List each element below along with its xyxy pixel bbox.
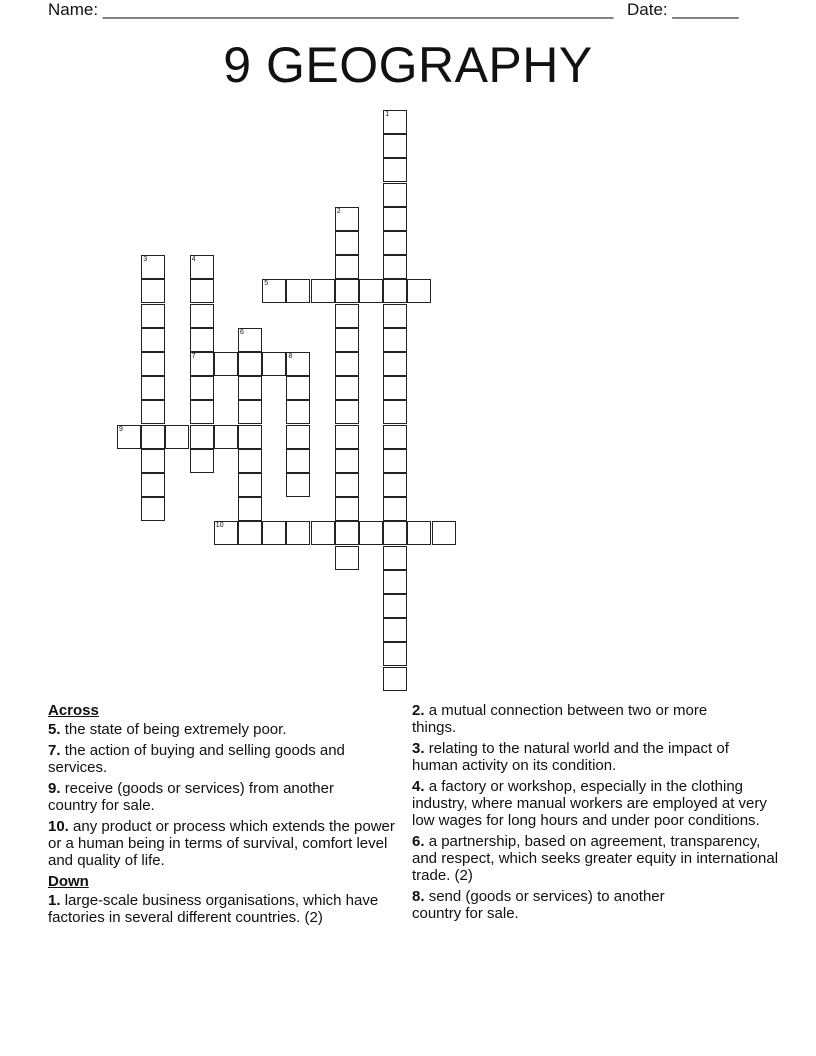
clue-text: a factory or workshop, especially in the clothing industry, where manual workers are employed at very low wages for long hours and under poor conditions. <box>412 778 767 829</box>
crossword-cell[interactable] <box>383 304 407 328</box>
cell-number: 4 <box>191 256 196 264</box>
crossword-cell[interactable] <box>383 521 407 545</box>
crossword-cell[interactable] <box>383 352 407 376</box>
crossword-cell[interactable] <box>262 279 286 303</box>
crossword-cell[interactable] <box>383 231 407 255</box>
crossword-cell[interactable] <box>335 425 359 449</box>
crossword-cell[interactable] <box>383 207 407 231</box>
crossword-cell[interactable] <box>141 473 165 497</box>
cell-number: 9 <box>119 425 123 433</box>
crossword-cell[interactable] <box>262 352 286 376</box>
crossword-cell[interactable] <box>335 449 359 473</box>
clue-text: the action of buying and selling goods and services. <box>48 742 345 776</box>
clue-number: 8. <box>412 888 425 905</box>
crossword-cell[interactable] <box>190 400 214 424</box>
crossword-cell[interactable] <box>383 376 407 400</box>
clue-text: relating to the natural world and the impact of human activity on its condition. <box>412 740 729 774</box>
crossword-cell[interactable] <box>383 473 407 497</box>
crossword-cell[interactable] <box>383 570 407 594</box>
crossword-cell[interactable] <box>190 328 214 352</box>
crossword-cell[interactable] <box>141 352 165 376</box>
crossword-cell[interactable] <box>359 521 383 545</box>
page-title: 9 GEOGRAPHY <box>223 37 593 93</box>
clue-number: 1. <box>48 892 61 909</box>
cell-number: 3 <box>143 256 148 264</box>
crossword-cell[interactable] <box>141 425 165 449</box>
crossword-cell[interactable] <box>117 425 141 449</box>
crossword-cell[interactable] <box>190 255 214 279</box>
crossword-cell[interactable] <box>335 328 359 352</box>
crossword-cell[interactable] <box>335 521 359 545</box>
clue-down-3 <box>412 740 732 774</box>
clue-text: send (goods or services) to another country for sale. <box>412 888 665 922</box>
crossword-cell[interactable] <box>335 376 359 400</box>
cell-number: 2 <box>336 207 341 215</box>
crossword-cell[interactable] <box>141 497 165 521</box>
crossword-cell[interactable] <box>383 449 407 473</box>
clue-number: 4. <box>412 778 425 795</box>
crossword-cell[interactable] <box>141 376 165 400</box>
crossword-cell[interactable] <box>141 304 165 328</box>
crossword-cell[interactable] <box>214 425 238 449</box>
crossword-cell[interactable] <box>335 279 359 303</box>
crossword-cell[interactable] <box>383 425 407 449</box>
cell-number: 8 <box>288 353 293 360</box>
clue-number: 7. <box>48 742 61 759</box>
crossword-cell[interactable] <box>383 546 407 570</box>
clue-down-1 <box>48 892 408 926</box>
crossword-cell[interactable] <box>383 110 407 134</box>
crossword-cell[interactable] <box>383 279 407 303</box>
crossword-cell[interactable] <box>383 618 407 642</box>
name-field-label: Name: ______________________________________________________ <box>48 0 614 19</box>
crossword-cell[interactable] <box>383 183 407 207</box>
crossword-cell[interactable] <box>311 279 335 303</box>
down-heading: Down <box>48 873 89 890</box>
clue-text: the state of being extremely poor. <box>64 721 287 738</box>
crossword-cell[interactable] <box>238 400 262 424</box>
crossword-cell[interactable] <box>238 521 262 545</box>
crossword-cell[interactable] <box>190 304 214 328</box>
crossword-cell[interactable] <box>407 279 431 303</box>
crossword-cell[interactable] <box>286 400 310 424</box>
crossword-cell[interactable] <box>286 352 310 376</box>
cell-number: 5 <box>264 280 269 288</box>
crossword-cell[interactable] <box>335 473 359 497</box>
crossword-cell[interactable] <box>141 328 165 352</box>
crossword-cell[interactable] <box>383 255 407 279</box>
crossword-cell[interactable] <box>286 279 310 303</box>
crossword-cell[interactable] <box>335 207 359 231</box>
clue-across-7 <box>48 742 358 776</box>
clue-number: 2. <box>412 702 425 719</box>
clue-across-9 <box>48 780 378 814</box>
clue-text: a partnership, based on agreement, transparency, and respect, which seeks greater equity in international trade. (2) <box>412 833 779 884</box>
cell-number: 6 <box>240 328 244 336</box>
crossword-cell[interactable] <box>165 425 189 449</box>
clue-down-2 <box>412 702 712 736</box>
clue-text: large-scale business organisations, which have factories in several different countries. (2) <box>48 892 379 926</box>
crossword-cell[interactable] <box>238 376 262 400</box>
crossword-cell[interactable] <box>335 352 359 376</box>
clue-number: 5. <box>48 721 61 738</box>
crossword-cell[interactable] <box>238 473 262 497</box>
date-field-label: Date: _______ <box>627 0 739 19</box>
crossword-cell[interactable] <box>383 158 407 182</box>
crossword-cell[interactable] <box>383 134 407 158</box>
clue-text: a mutual connection between two or more things. <box>412 702 708 736</box>
crossword-cell[interactable] <box>432 521 456 545</box>
crossword-cell[interactable] <box>335 304 359 328</box>
crossword-cell[interactable] <box>190 352 214 376</box>
clue-across-10 <box>48 818 398 869</box>
clue-text: any product or process which extends the power or a human being in terms of survival, comfort level and quality of life. <box>48 818 395 869</box>
clues-right-column <box>412 702 782 926</box>
across-heading: Across <box>48 702 99 719</box>
crossword-cell[interactable] <box>286 521 310 545</box>
crossword-cell[interactable] <box>359 279 383 303</box>
cell-number: 7 <box>191 353 196 360</box>
crossword-cell[interactable] <box>335 497 359 521</box>
crossword-cell[interactable] <box>214 352 238 376</box>
crossword-cell[interactable] <box>335 400 359 424</box>
clue-number: 3. <box>412 740 425 757</box>
cell-number: 1 <box>385 111 390 118</box>
crossword-cell[interactable] <box>214 521 238 545</box>
crossword-cell[interactable] <box>311 521 335 545</box>
crossword-cell[interactable] <box>335 546 359 570</box>
clue-down-8 <box>412 888 712 922</box>
crossword-cell[interactable] <box>383 667 407 691</box>
clue-down-4 <box>412 778 782 829</box>
crossword-cell[interactable] <box>141 449 165 473</box>
cell-number: 10 <box>215 522 224 530</box>
crossword-cell[interactable] <box>238 497 262 521</box>
crossword-cell[interactable] <box>238 425 262 449</box>
clue-down-6 <box>412 833 782 884</box>
crossword-cell[interactable] <box>238 449 262 473</box>
crossword-cell[interactable] <box>286 425 310 449</box>
clue-across-5 <box>48 721 408 738</box>
crossword-cell[interactable] <box>335 231 359 255</box>
clues-left-column <box>48 702 408 930</box>
crossword-cell[interactable] <box>335 255 359 279</box>
crossword-cell[interactable] <box>286 473 310 497</box>
crossword-cell[interactable] <box>383 328 407 352</box>
clue-text: receive (goods or services) from another country for sale. <box>48 780 334 814</box>
crossword-cell[interactable] <box>141 255 165 279</box>
crossword-cell[interactable] <box>238 328 262 352</box>
crossword-cell[interactable] <box>141 279 165 303</box>
crossword-cell[interactable] <box>383 642 407 666</box>
crossword-cell[interactable] <box>238 352 262 376</box>
crossword-cell[interactable] <box>286 376 310 400</box>
crossword-cell[interactable] <box>190 279 214 303</box>
clue-number: 9. <box>48 780 61 797</box>
clue-number: 10. <box>48 818 69 835</box>
crossword-cell[interactable] <box>286 449 310 473</box>
crossword-cell[interactable] <box>190 449 214 473</box>
clue-number: 6. <box>412 833 425 850</box>
crossword-cell[interactable] <box>190 376 214 400</box>
crossword-cell[interactable] <box>383 594 407 618</box>
crossword-cell[interactable] <box>383 400 407 424</box>
crossword-cell[interactable] <box>141 400 165 424</box>
crossword-cell[interactable] <box>190 425 214 449</box>
crossword-cell[interactable] <box>383 497 407 521</box>
crossword-cell[interactable] <box>407 521 431 545</box>
crossword-cell[interactable] <box>262 521 286 545</box>
